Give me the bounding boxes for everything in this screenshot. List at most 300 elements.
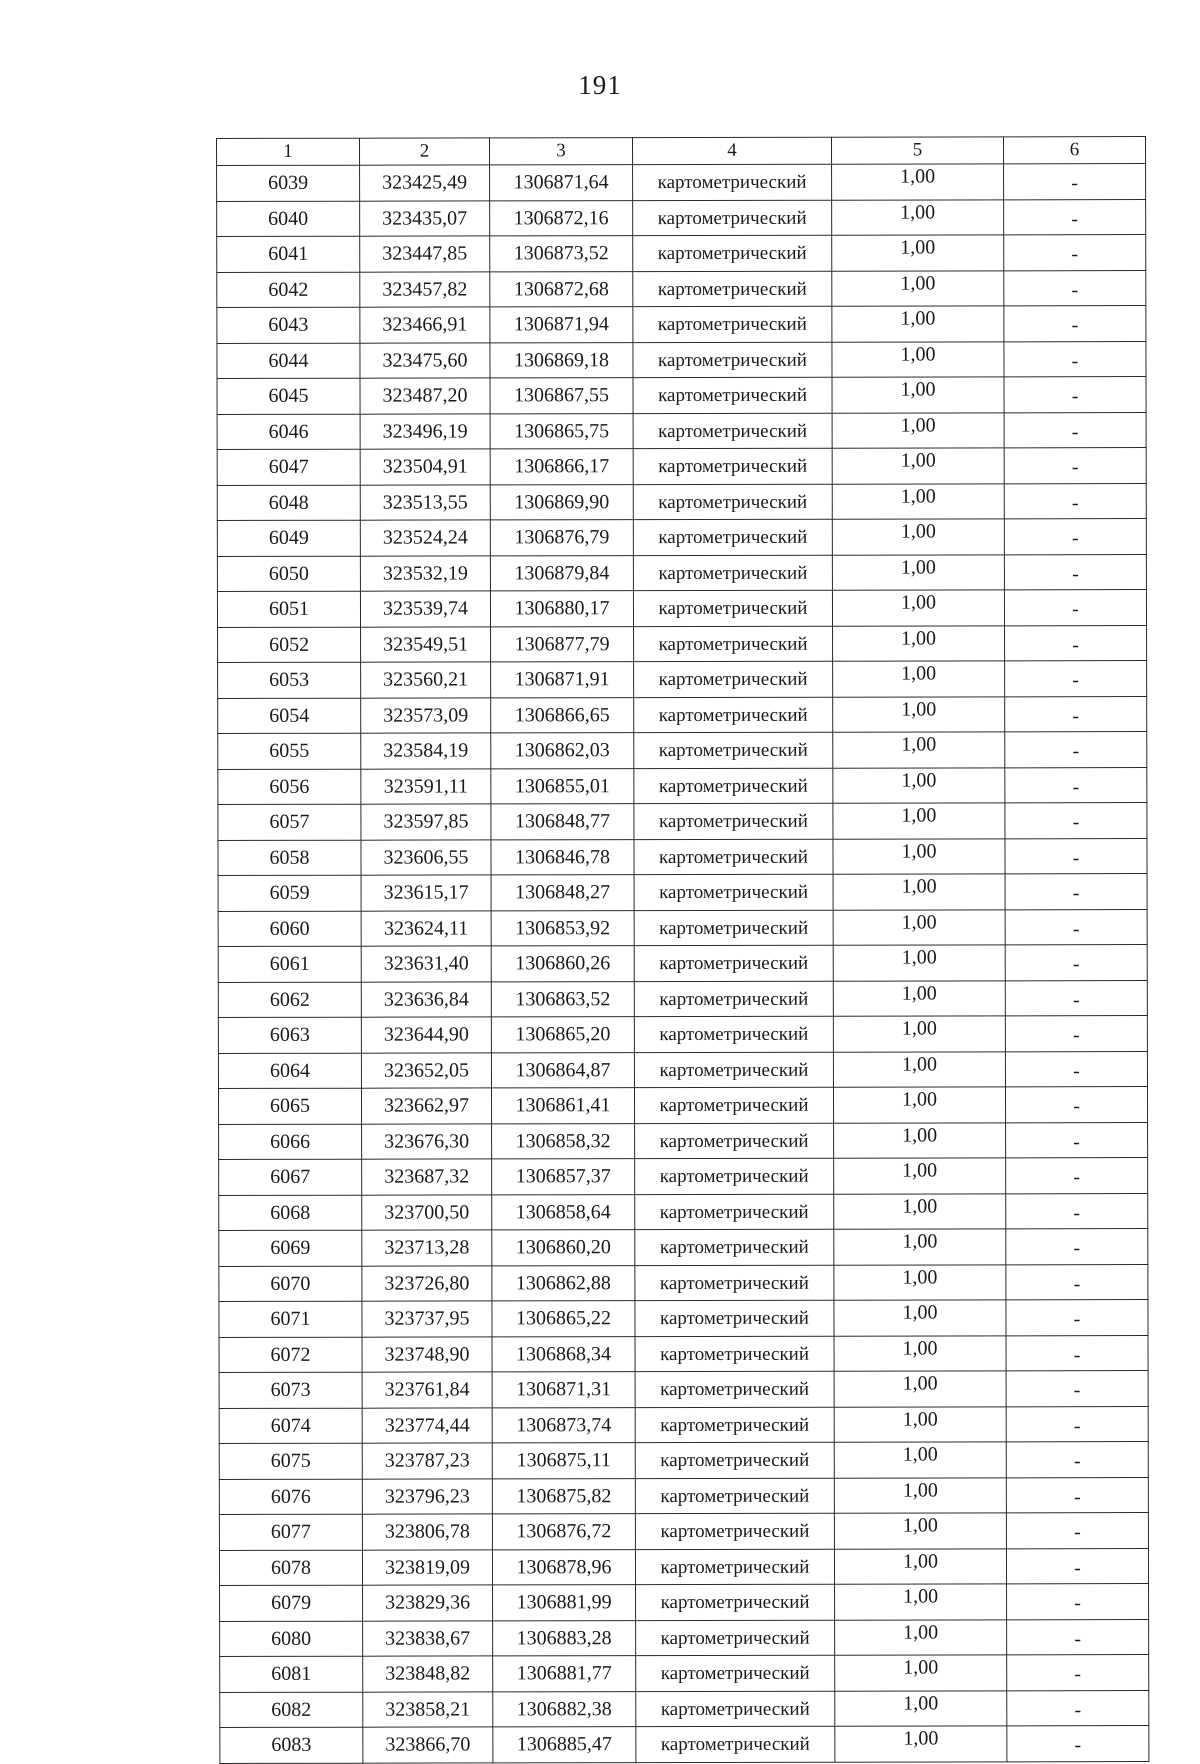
- point-number-cell: 6080: [220, 1621, 363, 1657]
- note-cell: -: [1005, 874, 1147, 910]
- method-cell: картометрический: [635, 1549, 834, 1585]
- method-cell: картометрический: [636, 1726, 835, 1762]
- note-cell: -: [1005, 1051, 1147, 1087]
- point-number-cell: 6072: [219, 1337, 362, 1373]
- point-number-cell: 6056: [218, 769, 361, 805]
- point-number-cell: 6052: [218, 627, 361, 663]
- note-cell: -: [1006, 1513, 1148, 1549]
- note-cell: -: [1005, 625, 1147, 661]
- method-cell: картометрический: [635, 1194, 834, 1230]
- point-number-cell: 6064: [218, 1053, 361, 1089]
- column-header-2: 2: [360, 138, 490, 165]
- note-cell: -: [1004, 377, 1146, 413]
- method-cell: картометрический: [634, 732, 833, 768]
- accuracy-cell: 1,00: [833, 909, 1005, 945]
- point-number-cell: 6074: [219, 1408, 362, 1444]
- accuracy-cell: 1,00: [832, 377, 1004, 413]
- method-cell: картометрический: [633, 235, 832, 271]
- table-row: [218, 1016, 1147, 1053]
- point-number-cell: 6051: [217, 591, 360, 627]
- accuracy-cell: 1,00: [834, 1300, 1006, 1336]
- table-row: [217, 341, 1146, 378]
- note-cell: -: [1006, 1335, 1148, 1371]
- table-row: [219, 1371, 1148, 1408]
- table-row: [217, 412, 1146, 449]
- y-coordinate-cell: 1306875,11: [492, 1443, 635, 1479]
- x-coordinate-cell: 323447,85: [360, 236, 490, 272]
- x-coordinate-cell: 323606,55: [361, 839, 491, 875]
- note-cell: -: [1007, 1584, 1149, 1620]
- method-cell: картометрический: [634, 626, 833, 662]
- point-number-cell: 6040: [217, 201, 360, 237]
- accuracy-cell: 1,00: [833, 803, 1005, 839]
- note-cell: -: [1006, 1122, 1148, 1158]
- y-coordinate-cell: 1306878,96: [492, 1549, 635, 1585]
- note-cell: -: [1006, 1229, 1148, 1265]
- x-coordinate-cell: 323624,11: [361, 910, 491, 946]
- y-coordinate-cell: 1306879,84: [490, 555, 633, 591]
- point-number-cell: 6069: [219, 1230, 362, 1266]
- accuracy-cell: 1,00: [834, 1335, 1006, 1371]
- x-coordinate-cell: 323504,91: [360, 449, 490, 485]
- point-number-cell: 6073: [219, 1372, 362, 1408]
- x-coordinate-cell: 323584,19: [361, 733, 491, 769]
- note-cell: -: [1004, 448, 1146, 484]
- y-coordinate-cell: 1306866,65: [491, 697, 634, 733]
- method-cell: картометрический: [634, 874, 833, 910]
- table-row: [220, 1655, 1149, 1692]
- y-coordinate-cell: 1306881,77: [493, 1656, 636, 1692]
- x-coordinate-cell: 323866,70: [363, 1727, 493, 1763]
- note-cell: -: [1005, 980, 1147, 1016]
- x-coordinate-cell: 323806,78: [362, 1514, 492, 1550]
- note-cell: -: [1004, 519, 1146, 555]
- accuracy-cell: 1,00: [832, 590, 1004, 626]
- table-row: [218, 838, 1147, 875]
- x-coordinate-cell: 323713,28: [362, 1230, 492, 1266]
- point-number-cell: 6039: [217, 165, 360, 201]
- point-number-cell: 6063: [218, 1017, 361, 1053]
- accuracy-cell: 1,00: [834, 1193, 1006, 1229]
- accuracy-cell: 1,00: [835, 1690, 1007, 1726]
- x-coordinate-cell: 323549,51: [361, 626, 491, 662]
- accuracy-cell: 1,00: [832, 412, 1004, 448]
- method-cell: картометрический: [633, 590, 832, 626]
- method-cell: картометрический: [634, 803, 833, 839]
- table-row: [217, 164, 1146, 201]
- y-coordinate-cell: 1306873,52: [490, 236, 633, 272]
- table-row: [217, 554, 1146, 591]
- x-coordinate-cell: 323761,84: [362, 1372, 492, 1408]
- y-coordinate-cell: 1306873,74: [492, 1407, 635, 1443]
- method-cell: картометрический: [636, 1655, 835, 1691]
- note-cell: -: [1004, 235, 1146, 271]
- y-coordinate-cell: 1306858,32: [492, 1123, 635, 1159]
- accuracy-cell: 1,00: [834, 1264, 1006, 1300]
- table-body: [217, 164, 1149, 1763]
- method-cell: картометрический: [635, 1123, 834, 1159]
- method-cell: картометрический: [635, 1371, 834, 1407]
- table-row: [219, 1264, 1148, 1301]
- column-header-5: 5: [831, 137, 1003, 164]
- table-row: [220, 1726, 1149, 1763]
- point-number-cell: 6042: [217, 272, 360, 308]
- accuracy-cell: 1,00: [832, 270, 1004, 306]
- table-row: [220, 1619, 1149, 1656]
- accuracy-cell: 1,00: [835, 1584, 1007, 1620]
- table-row: [218, 980, 1147, 1017]
- x-coordinate-cell: 323636,84: [361, 981, 491, 1017]
- point-number-cell: 6043: [217, 307, 360, 343]
- x-coordinate-cell: 323425,49: [360, 165, 490, 201]
- note-cell: -: [1004, 590, 1146, 626]
- point-number-cell: 6071: [219, 1301, 362, 1337]
- table-header: [217, 137, 1146, 166]
- y-coordinate-cell: 1306877,79: [491, 626, 634, 662]
- table-row: [217, 519, 1146, 556]
- accuracy-cell: 1,00: [834, 1158, 1006, 1194]
- point-number-cell: 6070: [219, 1266, 362, 1302]
- note-cell: -: [1004, 412, 1146, 448]
- note-cell: -: [1007, 1726, 1149, 1762]
- x-coordinate-cell: 323819,09: [362, 1549, 492, 1585]
- y-coordinate-cell: 1306864,87: [491, 1052, 634, 1088]
- method-cell: картометрический: [635, 1407, 834, 1443]
- accuracy-cell: 1,00: [834, 1548, 1006, 1584]
- note-cell: -: [1006, 1477, 1148, 1513]
- x-coordinate-cell: 323435,07: [360, 200, 490, 236]
- y-coordinate-cell: 1306876,72: [492, 1514, 635, 1550]
- accuracy-cell: 1,00: [832, 483, 1004, 519]
- y-coordinate-cell: 1306871,31: [492, 1372, 635, 1408]
- note-cell: -: [1005, 1087, 1147, 1123]
- method-cell: картометрический: [634, 768, 833, 804]
- method-cell: картометрический: [634, 697, 833, 733]
- method-cell: картометрический: [634, 661, 833, 697]
- x-coordinate-cell: 323532,19: [360, 555, 490, 591]
- method-cell: картометрический: [635, 1265, 834, 1301]
- point-number-cell: 6046: [217, 414, 360, 450]
- y-coordinate-cell: 1306857,37: [492, 1159, 635, 1195]
- method-cell: картометрический: [633, 377, 832, 413]
- point-number-cell: 6077: [219, 1514, 362, 1550]
- header-row: [217, 137, 1146, 166]
- table-row: [219, 1442, 1148, 1479]
- method-cell: картометрический: [634, 1087, 833, 1123]
- method-cell: картометрический: [635, 1513, 834, 1549]
- page-number: 191: [578, 70, 622, 100]
- x-coordinate-cell: 323560,21: [361, 662, 491, 698]
- x-coordinate-cell: 323631,40: [361, 946, 491, 982]
- method-cell: картометрический: [636, 1691, 835, 1727]
- y-coordinate-cell: 1306872,16: [490, 200, 633, 236]
- note-cell: -: [1005, 767, 1147, 803]
- y-coordinate-cell: 1306846,78: [491, 839, 634, 875]
- column-header-3: 3: [490, 138, 633, 165]
- y-coordinate-cell: 1306866,17: [490, 449, 633, 485]
- table-row: [217, 235, 1146, 272]
- point-number-cell: 6060: [218, 911, 361, 947]
- point-number-cell: 6045: [217, 378, 360, 414]
- note-cell: -: [1006, 1300, 1148, 1336]
- note-cell: -: [1006, 1371, 1148, 1407]
- note-cell: -: [1006, 1264, 1148, 1300]
- point-number-cell: 6053: [218, 662, 361, 698]
- table-row: [217, 199, 1146, 236]
- note-cell: -: [1007, 1655, 1149, 1691]
- method-cell: картометрический: [635, 1300, 834, 1336]
- y-coordinate-cell: 1306872,68: [490, 271, 633, 307]
- table-row: [219, 1335, 1148, 1372]
- y-coordinate-cell: 1306876,79: [490, 520, 633, 556]
- table-row: [218, 909, 1147, 946]
- y-coordinate-cell: 1306869,18: [490, 342, 633, 378]
- coordinates-table: [216, 136, 1149, 1763]
- point-number-cell: 6041: [217, 236, 360, 272]
- x-coordinate-cell: 323466,91: [360, 307, 490, 343]
- table-row: [218, 803, 1147, 840]
- method-cell: картометрический: [633, 306, 832, 342]
- accuracy-cell: 1,00: [834, 1371, 1006, 1407]
- method-cell: картометрический: [633, 342, 832, 378]
- x-coordinate-cell: 323487,20: [360, 378, 490, 414]
- point-number-cell: 6058: [218, 840, 361, 876]
- y-coordinate-cell: 1306858,64: [492, 1194, 635, 1230]
- method-cell: картометрический: [635, 1442, 834, 1478]
- column-header-6: 6: [1003, 137, 1145, 164]
- method-cell: картометрический: [635, 1229, 834, 1265]
- point-number-cell: 6059: [218, 875, 361, 911]
- accuracy-cell: 1,00: [832, 448, 1004, 484]
- method-cell: картометрический: [636, 1584, 835, 1620]
- note-cell: -: [1006, 1158, 1148, 1194]
- x-coordinate-cell: 323838,67: [363, 1620, 493, 1656]
- point-number-cell: 6067: [219, 1159, 362, 1195]
- table-row: [218, 661, 1147, 698]
- point-number-cell: 6081: [220, 1656, 363, 1692]
- note-cell: -: [1006, 1442, 1148, 1478]
- point-number-cell: 6050: [217, 556, 360, 592]
- accuracy-cell: 1,00: [832, 554, 1004, 590]
- note-cell: -: [1005, 909, 1147, 945]
- x-coordinate-cell: 323858,21: [363, 1691, 493, 1727]
- table-row: [218, 625, 1147, 662]
- table-row: [218, 874, 1147, 911]
- note-cell: -: [1005, 838, 1147, 874]
- y-coordinate-cell: 1306848,77: [491, 804, 634, 840]
- note-cell: -: [1005, 1016, 1147, 1052]
- point-number-cell: 6076: [219, 1479, 362, 1515]
- accuracy-cell: 1,00: [833, 625, 1005, 661]
- table-row: [218, 732, 1147, 769]
- point-number-cell: 6044: [217, 343, 360, 379]
- point-number-cell: 6082: [220, 1692, 363, 1728]
- table-row: [219, 1300, 1148, 1337]
- accuracy-cell: 1,00: [835, 1619, 1007, 1655]
- y-coordinate-cell: 1306883,28: [493, 1620, 636, 1656]
- note-cell: -: [1005, 945, 1147, 981]
- y-coordinate-cell: 1306861,41: [491, 1088, 634, 1124]
- accuracy-cell: 1,00: [834, 1513, 1006, 1549]
- note-cell: -: [1004, 341, 1146, 377]
- note-cell: -: [1006, 1193, 1148, 1229]
- x-coordinate-cell: 323829,36: [363, 1585, 493, 1621]
- x-coordinate-cell: 323496,19: [360, 413, 490, 449]
- note-cell: -: [1004, 199, 1146, 235]
- accuracy-cell: 1,00: [833, 838, 1005, 874]
- x-coordinate-cell: 323687,32: [362, 1159, 492, 1195]
- x-coordinate-cell: 323848,82: [363, 1656, 493, 1692]
- y-coordinate-cell: 1306865,20: [491, 1017, 634, 1053]
- point-number-cell: 6083: [220, 1727, 363, 1763]
- x-coordinate-cell: 323652,05: [361, 1052, 491, 1088]
- point-number-cell: 6075: [219, 1443, 362, 1479]
- accuracy-cell: 1,00: [834, 1477, 1006, 1513]
- method-cell: картометрический: [635, 1158, 834, 1194]
- x-coordinate-cell: 323591,11: [361, 768, 491, 804]
- column-header-1: 1: [217, 138, 360, 165]
- method-cell: картометрический: [633, 164, 832, 200]
- accuracy-cell: 1,00: [833, 1087, 1005, 1123]
- note-cell: -: [1004, 554, 1146, 590]
- note-cell: -: [1007, 1619, 1149, 1655]
- y-coordinate-cell: 1306860,20: [492, 1230, 635, 1266]
- method-cell: картометрический: [634, 839, 833, 875]
- table-row: [219, 1158, 1148, 1195]
- method-cell: картометрический: [633, 484, 832, 520]
- accuracy-cell: 1,00: [834, 1442, 1006, 1478]
- y-coordinate-cell: 1306881,99: [493, 1585, 636, 1621]
- note-cell: -: [1004, 306, 1146, 342]
- table-row: [219, 1406, 1148, 1443]
- table-row: [217, 483, 1146, 520]
- note-cell: -: [1005, 661, 1147, 697]
- coordinates-table-container: [216, 136, 1148, 1763]
- table-row: [219, 1513, 1148, 1550]
- x-coordinate-cell: 323475,60: [360, 342, 490, 378]
- table-row: [217, 270, 1146, 307]
- y-coordinate-cell: 1306865,75: [490, 413, 633, 449]
- accuracy-cell: 1,00: [835, 1726, 1007, 1762]
- method-cell: картометрический: [635, 1336, 834, 1372]
- accuracy-cell: 1,00: [834, 1229, 1006, 1265]
- y-coordinate-cell: 1306863,52: [491, 981, 634, 1017]
- method-cell: картометрический: [633, 271, 832, 307]
- accuracy-cell: 1,00: [833, 732, 1005, 768]
- method-cell: картометрический: [633, 519, 832, 555]
- table-row: [218, 1051, 1147, 1088]
- table-row: [219, 1548, 1148, 1585]
- accuracy-cell: 1,00: [833, 1051, 1005, 1087]
- x-coordinate-cell: 323615,17: [361, 875, 491, 911]
- y-coordinate-cell: 1306860,26: [491, 946, 634, 982]
- note-cell: -: [1004, 270, 1146, 306]
- column-header-4: 4: [633, 137, 832, 164]
- point-number-cell: 6055: [218, 733, 361, 769]
- x-coordinate-cell: 323676,30: [362, 1123, 492, 1159]
- table-row: [217, 448, 1146, 485]
- y-coordinate-cell: 1306871,91: [491, 662, 634, 698]
- method-cell: картометрический: [634, 981, 833, 1017]
- accuracy-cell: 1,00: [832, 235, 1004, 271]
- accuracy-cell: 1,00: [832, 306, 1004, 342]
- y-coordinate-cell: 1306885,47: [493, 1727, 636, 1763]
- note-cell: -: [1004, 483, 1146, 519]
- x-coordinate-cell: 323700,50: [362, 1194, 492, 1230]
- x-coordinate-cell: 323539,74: [360, 591, 490, 627]
- y-coordinate-cell: 1306875,82: [492, 1478, 635, 1514]
- accuracy-cell: 1,00: [833, 980, 1005, 1016]
- point-number-cell: 6066: [219, 1124, 362, 1160]
- table-row: [218, 767, 1147, 804]
- x-coordinate-cell: 323726,80: [362, 1265, 492, 1301]
- note-cell: -: [1005, 696, 1147, 732]
- accuracy-cell: 1,00: [833, 874, 1005, 910]
- method-cell: картометрический: [633, 448, 832, 484]
- point-number-cell: 6061: [218, 946, 361, 982]
- y-coordinate-cell: 1306853,92: [491, 910, 634, 946]
- point-number-cell: 6047: [217, 449, 360, 485]
- accuracy-cell: 1,00: [833, 767, 1005, 803]
- note-cell: -: [1005, 732, 1147, 768]
- y-coordinate-cell: 1306848,27: [491, 875, 634, 911]
- x-coordinate-cell: 323513,55: [360, 484, 490, 520]
- accuracy-cell: 1,00: [833, 1016, 1005, 1052]
- point-number-cell: 6065: [218, 1088, 361, 1124]
- y-coordinate-cell: 1306871,94: [490, 307, 633, 343]
- table-row: [218, 1087, 1147, 1124]
- accuracy-cell: 1,00: [834, 1122, 1006, 1158]
- method-cell: картометрический: [635, 1478, 834, 1514]
- point-number-cell: 6068: [219, 1195, 362, 1231]
- table-row: [217, 306, 1146, 343]
- point-number-cell: 6078: [219, 1550, 362, 1586]
- method-cell: картометрический: [633, 555, 832, 591]
- note-cell: -: [1005, 803, 1147, 839]
- x-coordinate-cell: 323662,97: [361, 1088, 491, 1124]
- table-row: [218, 696, 1147, 733]
- method-cell: картометрический: [634, 1052, 833, 1088]
- y-coordinate-cell: 1306880,17: [490, 591, 633, 627]
- point-number-cell: 6049: [217, 520, 360, 556]
- table-row: [219, 1229, 1148, 1266]
- x-coordinate-cell: 323748,90: [362, 1336, 492, 1372]
- method-cell: картометрический: [634, 910, 833, 946]
- method-cell: картометрический: [634, 945, 833, 981]
- table-row: [219, 1193, 1148, 1230]
- table-row: [219, 1122, 1148, 1159]
- table-row: [219, 1477, 1148, 1514]
- accuracy-cell: 1,00: [832, 341, 1004, 377]
- table-row: [220, 1584, 1149, 1621]
- method-cell: картометрический: [634, 1016, 833, 1052]
- x-coordinate-cell: 323774,44: [362, 1407, 492, 1443]
- x-coordinate-cell: 323644,90: [361, 1017, 491, 1053]
- y-coordinate-cell: 1306871,64: [490, 165, 633, 201]
- x-coordinate-cell: 323796,23: [362, 1478, 492, 1514]
- note-cell: -: [1006, 1548, 1148, 1584]
- accuracy-cell: 1,00: [833, 945, 1005, 981]
- y-coordinate-cell: 1306855,01: [491, 768, 634, 804]
- point-number-cell: 6079: [220, 1585, 363, 1621]
- x-coordinate-cell: 323597,85: [361, 804, 491, 840]
- y-coordinate-cell: 1306865,22: [492, 1301, 635, 1337]
- accuracy-cell: 1,00: [832, 519, 1004, 555]
- x-coordinate-cell: 323573,09: [361, 697, 491, 733]
- y-coordinate-cell: 1306882,38: [493, 1691, 636, 1727]
- accuracy-cell: 1,00: [832, 164, 1004, 200]
- accuracy-cell: 1,00: [835, 1655, 1007, 1691]
